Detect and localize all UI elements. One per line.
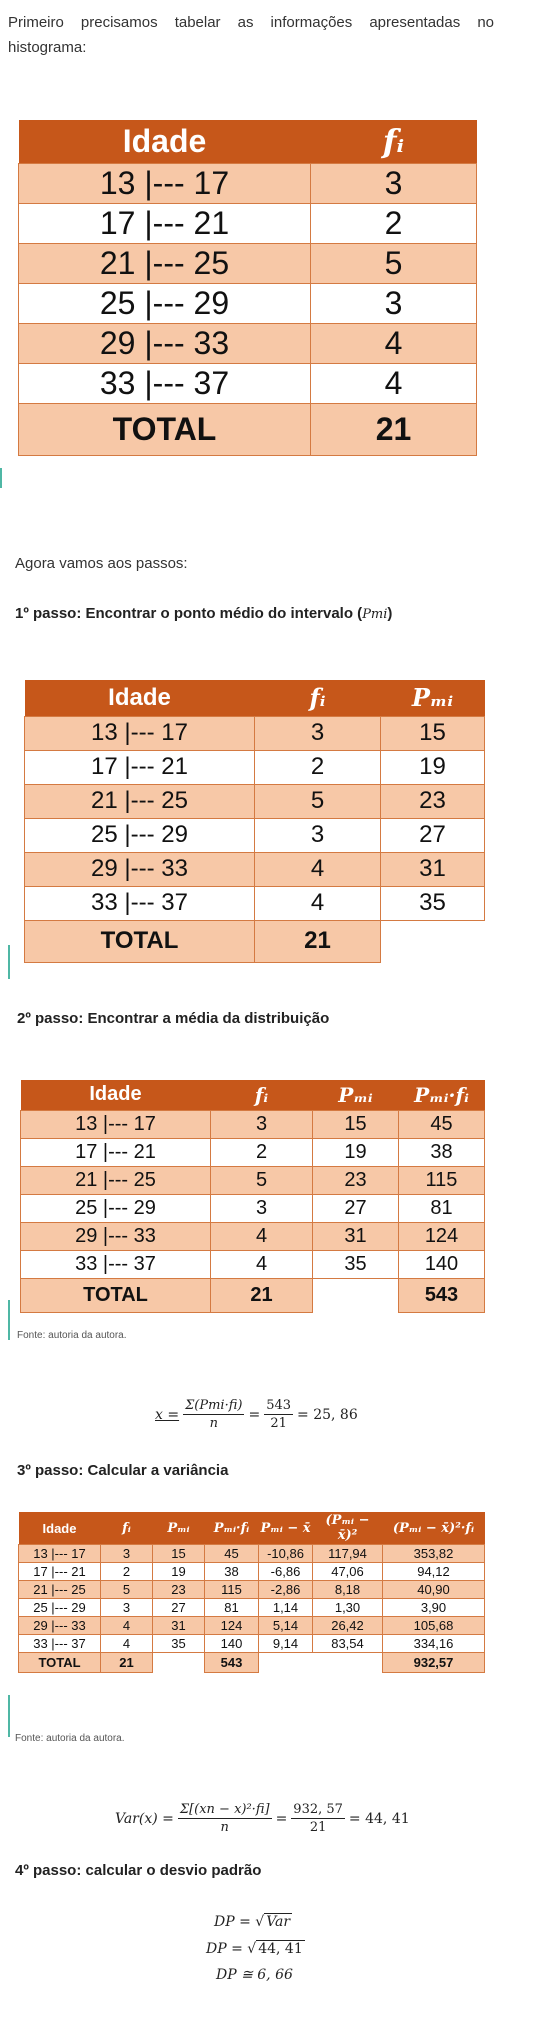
variance-formula [115,1802,410,1835]
fi-cell: 4 [211,1222,313,1250]
header-pmi: Pₘᵢ [381,680,485,716]
fi-cell: 4 [311,363,477,403]
var-result: = 44, 41 [348,1810,410,1827]
class-cell: 13 |--- 17 [21,1110,211,1138]
fi-cell: 3 [255,818,381,852]
class-cell: 17 |--- 21 [19,203,311,243]
margin-marker [0,468,2,488]
pmi-fi-cell: 140 [399,1250,485,1278]
fi-cell: 2 [255,750,381,784]
pmi-cell: 23 [313,1166,399,1194]
header-pmi-fi: Pₘᵢ·fᵢ [205,1512,259,1545]
sq-fi-cell: 334,16 [383,1635,485,1653]
fi-cell: 4 [101,1617,153,1635]
pmi-cell: 35 [153,1635,205,1653]
total-pmi-fi: 543 [399,1278,485,1312]
mean-den: n [209,1416,218,1431]
sq-fi-cell: 353,82 [383,1545,485,1563]
pmi-cell: 31 [153,1617,205,1635]
fi-cell: 4 [255,852,381,886]
fi-cell: 3 [101,1545,153,1563]
class-cell: 25 |--- 29 [19,283,311,323]
var-num2: 932, 57 [293,1802,343,1817]
header-pmi-fi: Pₘᵢ·fᵢ [399,1080,485,1110]
class-cell: 21 |--- 25 [25,784,255,818]
fi-cell: 3 [255,716,381,750]
sq-cell: 8,18 [313,1581,383,1599]
sq-fi-cell: 3,90 [383,1599,485,1617]
mean-table [20,1080,485,1313]
pmi-cell: 27 [313,1194,399,1222]
header-idade: Idade [19,120,311,163]
header-pmi-minus-x: Pₘᵢ − x̄ [259,1512,313,1545]
pmi-cell: 19 [153,1563,205,1581]
step2-heading: 2º passo: Encontrar a média da distribuição [17,1010,330,1027]
pmi-fi-cell: 38 [399,1138,485,1166]
class-cell: 13 |--- 17 [25,716,255,750]
dp-line-3 [216,1967,293,1983]
margin-marker [8,945,10,979]
pmi-fi-cell: 38 [205,1563,259,1581]
header-idade: Idade [25,680,255,716]
dev-cell: -2,86 [259,1581,313,1599]
var-fraction [178,1802,272,1835]
fi-cell: 5 [101,1581,153,1599]
sq-fi-cell: 105,68 [383,1617,485,1635]
total-fi: 21 [255,920,381,962]
pmi-fi-cell: 140 [205,1635,259,1653]
fi-cell: 2 [311,203,477,243]
var-den: n [220,1820,229,1835]
source-note-1: Fonte: autoria da autora. [17,1330,127,1341]
pmi-fi-cell: 124 [205,1617,259,1635]
header-pmi: Pₘᵢ [153,1512,205,1545]
class-cell: 33 |--- 37 [19,1635,101,1653]
pmi-cell: 31 [313,1222,399,1250]
step1-math: Pmi [362,607,388,622]
step3-heading: 3º passo: Calcular a variância [17,1462,229,1479]
class-cell: 13 |--- 17 [19,163,311,203]
source-note-2: Fonte: autoria da autora. [15,1733,125,1744]
pmi-cell: 15 [381,716,485,750]
fi-cell: 5 [255,784,381,818]
dp-result: DP ≅ 6, 66 [216,1967,293,1983]
fi-cell: 4 [255,886,381,920]
total-label: TOTAL [19,1653,101,1673]
margin-marker [8,1695,10,1737]
header-idade: Idade [21,1080,211,1110]
sq-fi-cell: 94,12 [383,1563,485,1581]
var-fraction-2 [291,1802,345,1835]
mean-result: = 25, 86 [297,1406,358,1423]
class-cell: 25 |--- 29 [19,1599,101,1617]
fi-cell: 3 [311,163,477,203]
var-den2: 21 [309,1820,327,1835]
margin-marker [8,1300,10,1340]
total-fi: 21 [211,1278,313,1312]
class-cell: 21 |--- 25 [19,1581,101,1599]
total-label: TOTAL [25,920,255,962]
dev-cell: -6,86 [259,1563,313,1581]
var-lhs: Var(x) = [115,1810,174,1827]
blank-cell [313,1278,399,1312]
header-sq: (Pₘᵢ − x̄)² [313,1512,383,1545]
step1-close: ) [387,605,393,622]
mean-den2: 21 [270,1416,287,1431]
pmi-fi-cell: 115 [399,1166,485,1194]
sq-cell: 47,06 [313,1563,383,1581]
total-fi: 21 [311,403,477,455]
total-label: TOTAL [19,403,311,455]
frequency-table [18,120,477,456]
dev-cell: -10,86 [259,1545,313,1563]
pmi-cell: 35 [381,886,485,920]
class-cell: 29 |--- 33 [19,1617,101,1635]
fi-cell: 3 [211,1194,313,1222]
var-num: Σ[(xn − x)²·fi] [179,1802,270,1817]
pmi-fi-cell: 45 [399,1110,485,1138]
header-idade: Idade [19,1512,101,1545]
pmi-fi-cell: 81 [399,1194,485,1222]
blank-cell [381,920,485,962]
fi-cell: 3 [211,1110,313,1138]
dev-cell: 1,14 [259,1599,313,1617]
blank-cell [259,1653,313,1673]
header-fi: fᵢ [211,1080,313,1110]
header-sq-fi: (Pₘᵢ − x̄)²·fᵢ [383,1512,485,1545]
class-cell: 17 |--- 21 [19,1563,101,1581]
class-cell: 29 |--- 33 [25,852,255,886]
pmi-fi-cell: 115 [205,1581,259,1599]
var-eq: = [275,1810,288,1827]
mean-lhs: x = [155,1406,180,1423]
pmi-cell: 31 [381,852,485,886]
class-cell: 21 |--- 25 [21,1166,211,1194]
sq-cell: 26,42 [313,1617,383,1635]
mean-num2: 543 [266,1398,292,1413]
pmi-cell: 19 [313,1138,399,1166]
dev-cell: 5,14 [259,1617,313,1635]
class-cell: 25 |--- 29 [25,818,255,852]
mean-eq: = [248,1406,261,1423]
header-fi: fᵢ [311,120,477,163]
dp-lhs-2: DP = [206,1940,243,1957]
step1-heading [15,605,392,622]
class-cell: 17 |--- 21 [25,750,255,784]
mean-formula [155,1398,358,1431]
steps-intro: Agora vamos aos passos: [15,555,188,572]
fi-cell: 3 [311,283,477,323]
header-pmi: Pₘᵢ [313,1080,399,1110]
header-fi: fᵢ [255,680,381,716]
dp-radicand-1: Var [266,1914,291,1930]
class-cell: 33 |--- 37 [21,1250,211,1278]
pmi-cell: 35 [313,1250,399,1278]
class-cell: 33 |--- 37 [19,363,311,403]
class-cell: 13 |--- 17 [19,1545,101,1563]
variance-table [18,1512,485,1673]
pmi-fi-cell: 45 [205,1545,259,1563]
intro-paragraph: Primeiro precisamos tabelar as informações apresentadas no histograma: [8,14,494,56]
step1-text: 1º passo: Encontrar o ponto médio do intervalo ( [15,605,363,622]
blank-cell [313,1653,383,1673]
fi-cell: 4 [211,1250,313,1278]
total-label: TOTAL [21,1278,211,1312]
sq-cell: 117,94 [313,1545,383,1563]
pmi-cell: 23 [381,784,485,818]
fi-cell: 3 [101,1599,153,1617]
class-cell: 29 |--- 33 [19,323,311,363]
blank-cell [153,1653,205,1673]
sq-cell: 83,54 [313,1635,383,1653]
midpoint-table [24,680,485,963]
fi-cell: 4 [101,1635,153,1653]
dp-line-1: DP = √ Var [214,1913,291,1930]
fi-cell: 5 [311,243,477,283]
pmi-cell: 23 [153,1581,205,1599]
pmi-cell: 27 [381,818,485,852]
mean-fraction-2 [264,1398,293,1431]
total-fi: 21 [101,1653,153,1673]
fi-cell: 4 [311,323,477,363]
fi-cell: 2 [211,1138,313,1166]
class-cell: 25 |--- 29 [21,1194,211,1222]
sq-cell: 1,30 [313,1599,383,1617]
class-cell: 33 |--- 37 [25,886,255,920]
class-cell: 29 |--- 33 [21,1222,211,1250]
total-sq-fi: 932,57 [383,1653,485,1673]
pmi-cell: 15 [313,1110,399,1138]
dev-cell: 9,14 [259,1635,313,1653]
pmi-cell: 19 [381,750,485,784]
pmi-cell: 27 [153,1599,205,1617]
pmi-cell: 15 [153,1545,205,1563]
class-cell: 17 |--- 21 [21,1138,211,1166]
pmi-fi-cell: 81 [205,1599,259,1617]
dp-lhs-1: DP = [214,1913,251,1930]
sq-fi-cell: 40,90 [383,1581,485,1599]
step4-heading: 4º passo: calcular o desvio padrão [15,1862,262,1879]
header-fi: fᵢ [101,1512,153,1545]
mean-num: Σ(Pmi·fi) [185,1398,243,1413]
pmi-fi-cell: 124 [399,1222,485,1250]
mean-fraction [183,1398,244,1431]
fi-cell: 2 [101,1563,153,1581]
class-cell: 21 |--- 25 [19,243,311,283]
dp-line-2: DP = √ 44, 41 [206,1940,303,1957]
total-pmi-fi: 543 [205,1653,259,1673]
dp-radicand-2: 44, 41 [258,1941,303,1957]
fi-cell: 5 [211,1166,313,1194]
